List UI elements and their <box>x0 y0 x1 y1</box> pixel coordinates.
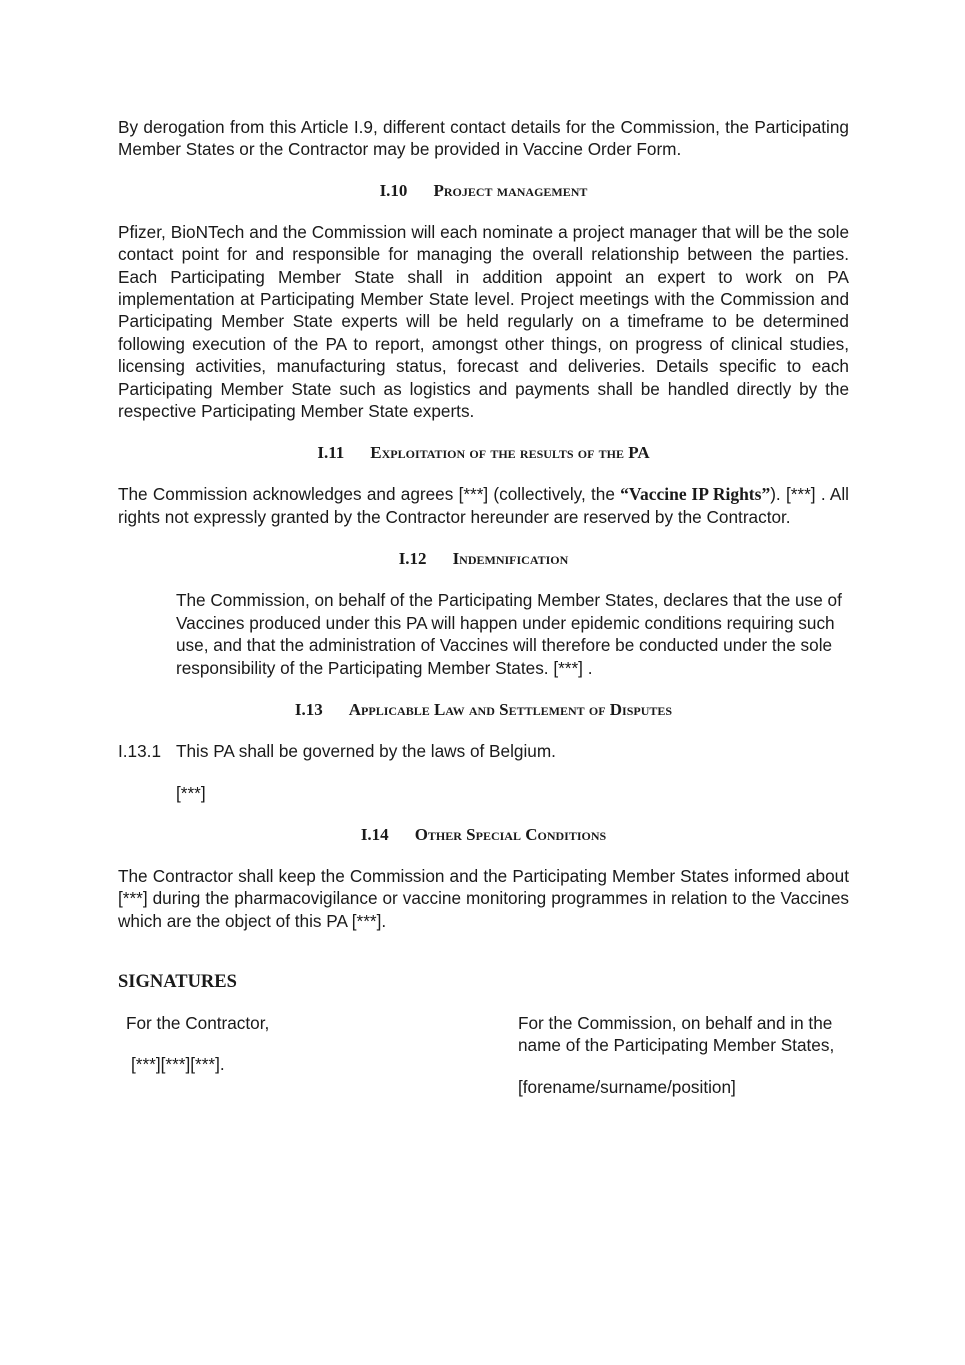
section-number: I.14 <box>360 824 389 844</box>
commission-signature <box>518 1012 849 1098</box>
signature-block <box>118 1012 849 1098</box>
section-number: I.13 <box>294 699 323 719</box>
section-body-i14: The Contractor shall keep the Commission and the Participating Member States informed about [***] during the pharmacovigilance or vaccine monitoring programmes in relation to the Vaccines which are the object of this PA [***]. <box>118 865 849 931</box>
section-number: I.12 <box>398 549 427 569</box>
commission-signatory: [forename/surname/position] <box>518 1076 736 1097</box>
section-heading-i10 <box>118 180 849 202</box>
section-body-i12: The Commission, on behalf of the Participating Member States, declares that the use of Vaccines produced under this PA will happen under epidemic conditions requiring such use, and that the administration of Vaccines will therefore be conducted under the sole responsibility of the Participating Member States. [***] . <box>176 590 842 678</box>
commission-label: For the Commission, on behalf and in the name of the Participating Member States, <box>518 1012 835 1056</box>
body-text: ). [***] . All rights not expressly granted by the Contractor hereunder are reserved by the Contractor. <box>118 484 849 527</box>
intro-paragraph: By derogation from this Article I.9, different contact details for the Commission, the Participating Member States or the Contractor may be provided in Vaccine Order Form. <box>118 117 849 160</box>
section-heading-i12 <box>118 548 849 570</box>
section-number: I.11 <box>317 443 345 463</box>
clause-number: I.13.1 <box>118 740 162 761</box>
contractor-label: For the Contractor, <box>126 1012 270 1033</box>
section-heading-i14 <box>118 824 849 846</box>
redacted-text: [***] <box>176 783 206 804</box>
section-body-i10: Pfizer, BioNTech and the Commission will each nominate a project manager that will be the sole contact point for and responsible for managing the overall relationship between the parties. Each Participating Member State shall in addition appoint an expert to work on PA implementation at Participating Member State level. Project meetings with the Commission and Participating Member State experts will be held regularly on a timeframe to be determined following execution of the PA to report, amongst other things, on progress of clinical studies, licensing activities, manufacturing status, forecast and deliveries. Details specific to each Participating Member State such as logistics and payments shall be handled directly by the respective Participating Member State experts. <box>118 221 849 422</box>
section-title: Applicable Law and Settlement of Disputes <box>348 699 673 719</box>
signatures-heading: SIGNATURES <box>118 971 237 992</box>
section-heading-i13 <box>118 699 849 721</box>
section-title: Other Special Conditions <box>414 824 607 844</box>
contractor-signature <box>118 1012 506 1098</box>
clause-text: This PA shall be governed by the laws of Belgium. <box>176 740 556 761</box>
section-title: Indemnification <box>452 549 569 569</box>
body-text: The Commission acknowledges and agrees [***] (collectively, the <box>118 484 621 505</box>
section-body-i11 <box>118 483 849 528</box>
defined-term: “Vaccine IP Rights” <box>620 484 771 505</box>
section-title: Project management <box>433 180 588 200</box>
section-title: Exploitation of the results of the PA <box>370 443 650 463</box>
section-number: I.10 <box>379 180 408 200</box>
clause-i13-1 <box>118 740 849 762</box>
document-page <box>118 116 849 1098</box>
section-heading-i11 <box>118 442 849 464</box>
contractor-signatory: [***][***][***]. <box>131 1054 225 1075</box>
